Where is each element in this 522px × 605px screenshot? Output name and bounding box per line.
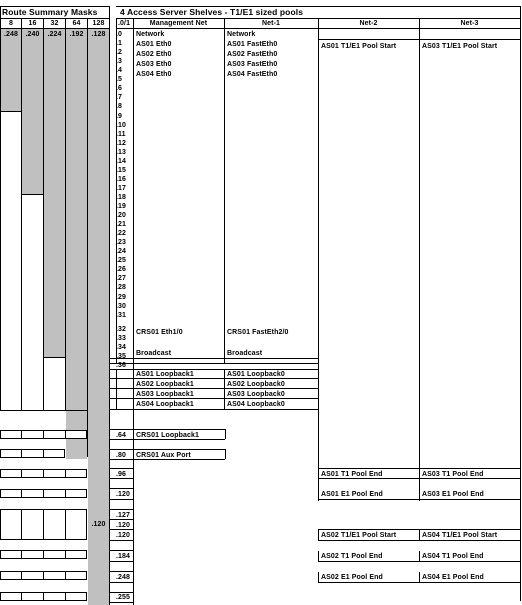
mask-8-shade <box>1 29 21 111</box>
address-64: .64 <box>116 432 127 439</box>
net1-loopback-as03: AS03 Loopback0 <box>227 391 285 398</box>
address-row: .10 <box>116 121 127 129</box>
mgmt-as04: AS04 Eth0 <box>136 71 172 78</box>
address-header: .0/1 <box>118 20 131 27</box>
address-row: .17 <box>116 184 127 192</box>
mask-col-32: 32 <box>50 20 59 27</box>
mask-value-32: .224 <box>47 31 62 38</box>
address-184: .184 <box>116 553 131 560</box>
header-net-1: Net-1 <box>261 20 280 27</box>
address-row: .9 <box>116 112 123 120</box>
header-management-net: Management Net <box>149 20 208 27</box>
net3-as03-pool-start: AS03 T1/E1 Pool Start <box>422 43 498 50</box>
mgmt-crs-aux: CRS01 Aux Port <box>136 452 191 459</box>
address-row: .2 <box>116 49 123 57</box>
address-row: .7 <box>116 94 123 102</box>
address-255: .255 <box>116 594 131 601</box>
address-row: .33 <box>116 334 127 342</box>
address-128b: .120 <box>116 532 131 539</box>
mgmt-as01: AS01 Eth0 <box>136 41 172 48</box>
address-row: .4 <box>116 67 123 75</box>
address-row: .6 <box>116 85 123 93</box>
address-row: .16 <box>116 175 127 183</box>
address-row: .22 <box>116 230 127 238</box>
net1-as01: AS01 FastEth0 <box>227 41 278 48</box>
net2-as01-t1-end: AS01 T1 Pool End <box>321 471 383 478</box>
mgmt-loopback-as01: AS01 Loopback1 <box>136 371 194 378</box>
mask-value-16: .240 <box>25 31 40 38</box>
address-row: .15 <box>116 166 127 174</box>
address-row: .23 <box>116 239 127 247</box>
net3-as03-t1-end: AS03 T1 Pool End <box>422 471 484 478</box>
address-row: .11 <box>116 130 126 138</box>
address-row: .3 <box>116 58 123 66</box>
net1-loopback-as01: AS01 Loopback0 <box>227 371 285 378</box>
address-row: .26 <box>116 266 127 274</box>
address-120: .120 <box>116 491 131 498</box>
address-row: .31 <box>116 311 127 319</box>
address-row: .8 <box>116 103 123 111</box>
mgmt-loopback-as02: AS02 Loopback1 <box>136 381 194 388</box>
net3-as04-e1-end: AS04 E1 Pool End <box>422 574 484 581</box>
address-row: .32 <box>116 325 127 333</box>
net1-loopback-as04: AS04 Loopback0 <box>227 401 285 408</box>
mask-col-64: 64 <box>72 20 81 27</box>
mgmt-loopback-as03: AS03 Loopback1 <box>136 391 194 398</box>
mask-col-8: 8 <box>9 20 13 27</box>
net1-crs-eth: CRS01 FastEth2/0 <box>227 329 289 336</box>
address-row: .12 <box>116 139 127 147</box>
mgmt-network: Network <box>136 31 165 38</box>
mask-col-16: 16 <box>28 20 37 27</box>
mask-32-shade <box>44 29 65 357</box>
net2-as02-t1-end: AS02 T1 Pool End <box>321 553 383 560</box>
mgmt-as02: AS02 Eth0 <box>136 51 172 58</box>
address-row: .13 <box>116 148 127 156</box>
mask-value-128: .128 <box>91 31 106 38</box>
net1-loopback-as02: AS02 Loopback0 <box>227 381 285 388</box>
address-row: .0 <box>116 31 123 38</box>
mgmt-broadcast: Broadcast <box>136 350 172 357</box>
net3-as03-e1-end: AS03 E1 Pool End <box>422 491 484 498</box>
net2-as02-pool-start: AS02 T1/E1 Pool Start <box>321 532 397 539</box>
address-row: .21 <box>116 221 127 229</box>
address-row: .24 <box>116 248 127 256</box>
address-row: .34 <box>116 343 127 351</box>
address-127: .127 <box>116 512 131 519</box>
address-row: .1 <box>116 40 123 47</box>
mgmt-loopback-as04: AS04 Loopback1 <box>136 401 194 408</box>
net1-as02: AS02 FastEth0 <box>227 51 278 58</box>
mgmt-crs-loopback: CRS01 Loopback1 <box>136 432 199 439</box>
mgmt-as03: AS03 Eth0 <box>136 61 172 68</box>
address-row: .36 <box>116 361 127 369</box>
mask-col-128: 128 <box>92 20 105 27</box>
address-row: .28 <box>116 284 127 292</box>
mask-64-shade <box>66 29 87 459</box>
address-80: .80 <box>116 452 127 459</box>
net2-as01-pool-start: AS01 T1/E1 Pool Start <box>321 43 397 50</box>
mgmt-crs-eth: CRS01 Eth1/0 <box>136 329 183 336</box>
mask-value-128-low: .120 <box>91 521 106 528</box>
net1-network: Network <box>227 31 256 38</box>
address-248: .248 <box>116 574 131 581</box>
net2-as02-e1-end: AS02 E1 Pool End <box>321 574 383 581</box>
net1-as04: AS04 FastEth0 <box>227 71 278 78</box>
address-row: .18 <box>116 193 127 201</box>
address-row: .29 <box>116 293 127 301</box>
header-net-3: Net-3 <box>460 20 479 27</box>
address-row: .5 <box>116 76 123 84</box>
mask-value-64: .192 <box>69 31 84 38</box>
shelves-title: 4 Access Server Shelves - T1/E1 sized pools <box>120 7 304 17</box>
mask-table-title: Route Summary Masks <box>2 7 98 17</box>
net2-as01-e1-end: AS01 E1 Pool End <box>321 491 383 498</box>
net1-as03: AS03 FastEth0 <box>227 61 278 68</box>
address-96: .96 <box>116 471 127 478</box>
address-row: .27 <box>116 275 127 283</box>
address-row: .25 <box>116 257 127 265</box>
address-row: .14 <box>116 157 127 165</box>
mask-value-8: .248 <box>3 31 19 38</box>
net1-broadcast: Broadcast <box>227 350 263 357</box>
address-row: .35 <box>116 352 127 360</box>
address-row: .20 <box>116 212 127 219</box>
address-128a: .120 <box>116 522 131 529</box>
mask-16-shade <box>22 29 43 194</box>
net3-as04-pool-start: AS04 T1/E1 Pool Start <box>422 532 498 539</box>
address-row: .30 <box>116 302 127 310</box>
mask-128-shade <box>88 29 109 605</box>
net3-as04-t1-end: AS04 T1 Pool End <box>422 553 484 560</box>
header-net-2: Net-2 <box>359 20 378 27</box>
address-row: .19 <box>116 203 127 210</box>
